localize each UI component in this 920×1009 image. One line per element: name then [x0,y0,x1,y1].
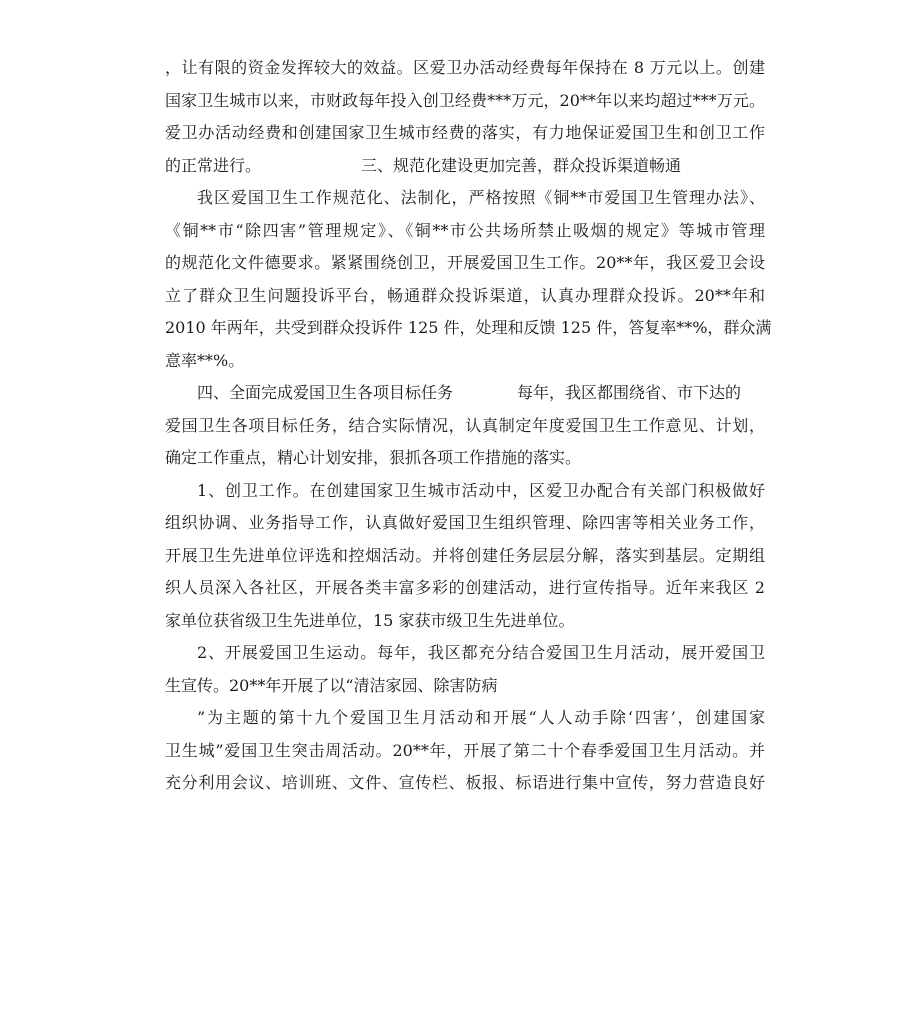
section-heading: 四、全面完成爱国卫生各项目标任务 [197,383,454,402]
text-line [165,377,765,410]
text-line: 国家卫生城市以来，市财政每年投入创卫经费***万元，20**年以来均超过***万元。 [165,90,765,110]
text-line: 确定工作重点，精心计划安排，狠抓各项工作措施的落实。 [165,448,582,467]
text-line: 开展卫生先进单位评选和控烟活动。并将创建任务层层分解，落实到基层。定期组 [165,545,765,565]
text-segment: 的正常进行。 [165,155,262,175]
text-line: 2010 年两年，共受到群众投诉件 125 件，处理和反馈 125 件，答复率**%，群众满 [165,318,772,337]
text-line: 爱卫办活动经费和创建国家卫生城市经费的落实，有力地保证爱国卫生和创卫工作 [165,123,765,142]
text-line: ，让有限的资金发挥较大的效益。区爱卫办活动经费每年保持在 8 万元以上。创建 [165,58,765,77]
text-line: 立了群众卫生问题投诉平台，畅通群众投诉渠道，认真办理群众投诉。20**年和 [165,285,765,305]
text-line: 生宣传。20**年开展了以“清洁家园、除害防病 [165,675,498,695]
text-line [165,150,765,183]
text-line: 组织协调、业务指导工作，认真做好爱国卫生组织管理、除四害等相关业务工作， [165,513,765,532]
text-line: 《铜**市“除四害”管理规定》、《铜**市公共场所禁止吸烟的规定》等城市管理 [165,220,765,240]
text-line: 爱国卫生各项目标任务，结合实际情况，认真制定年度爱国卫生工作意见、计划， [165,415,765,435]
text-line: 我区爱国卫生工作规范化、法制化，严格按照《铜**市爱国卫生管理办法》、 [197,188,765,207]
text-line: 织人员深入各社区，开展各类丰富多彩的创建活动，进行宣传指导。近年来我区 2 [165,578,765,597]
text-line: 2、开展爱国卫生运动。每年，我区都充分结合爱国卫生月活动，展开爱国卫 [197,643,765,662]
text-line: 卫生城”爱国卫生突击周活动。20**年，开展了第二十个春季爱国卫生月活动。并 [165,740,765,760]
text-line: 1、创卫工作。在创建国家卫生城市活动中，区爱卫办配合有关部门积极做好 [197,480,765,500]
text-line: 家单位获省级卫生先进单位，15 家获市级卫生先进单位。 [165,610,575,630]
section-heading: 三、规范化建设更加完善，群众投诉渠道畅通 [361,155,682,175]
text-line: ”为主题的第十九个爱国卫生月活动和开展“人人动手除‘四害’，创建国家 [197,708,765,727]
text-segment: 每年，我区都围绕省、市下达的 [517,383,742,402]
document-body [165,52,772,800]
text-line: 的规范化文件德要求。紧紧围绕创卫，开展爱国卫生工作。20**年，我区爱卫会设 [165,253,765,272]
text-line: 充分利用会议、培训班、文件、宣传栏、板报、标语进行集中宣传，努力营造良好 [165,773,765,792]
text-line: 意率**%。 [165,350,245,370]
